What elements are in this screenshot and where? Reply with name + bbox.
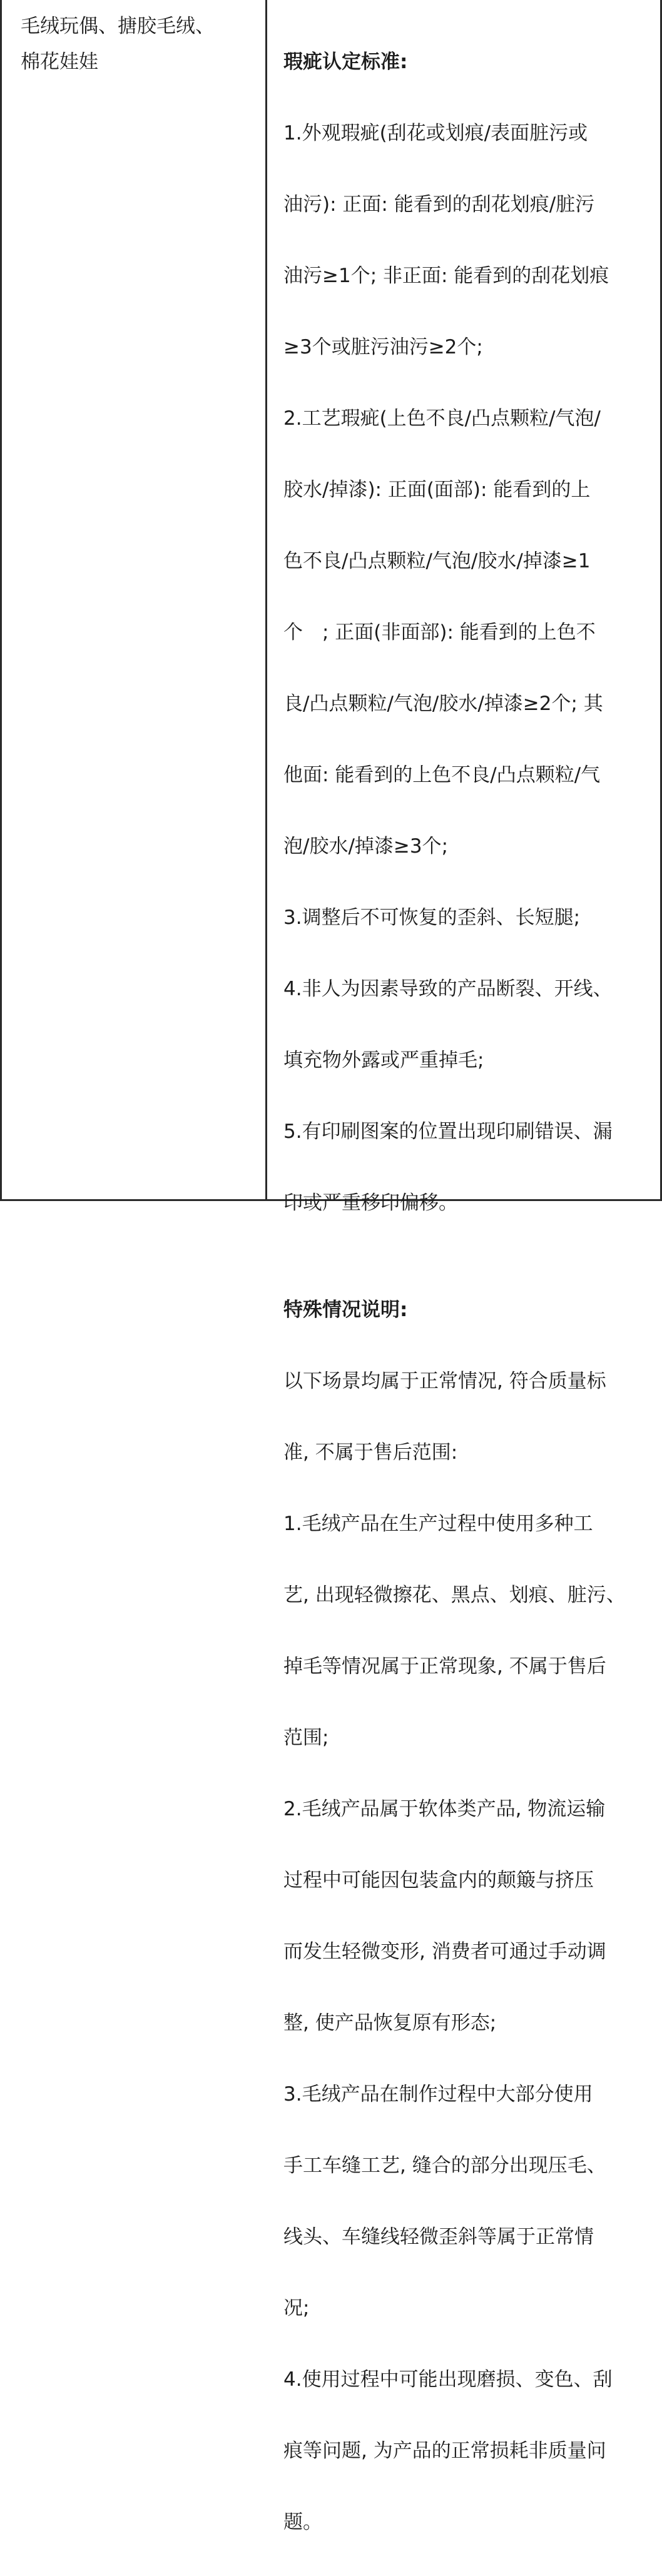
defect-line: 油污): 正面: 能看到的刮花划痕/脏污 bbox=[283, 193, 595, 216]
special-line: 过程中可能因包装盒内的颠簸与挤压 bbox=[283, 1869, 594, 1892]
special-line: 1.毛绒产品在生产过程中使用多种工 bbox=[283, 1513, 593, 1535]
special-case-heading: 特殊情况说明: bbox=[283, 1299, 408, 1321]
special-line: 3.毛绒产品在制作过程中大部分使用 bbox=[283, 2083, 593, 2106]
category-line-1: 毛绒玩偶、搪胶毛绒、 bbox=[21, 15, 215, 38]
special-line: 整, 使产品恢复原有形态; bbox=[283, 2012, 497, 2034]
defect-line: 填充物外露或严重掉毛; bbox=[283, 1049, 484, 1072]
column-divider bbox=[265, 0, 267, 1199]
defect-line: 4.非人为因素导致的产品断裂、开线、 bbox=[283, 978, 613, 1000]
defect-line: 色不良/凸点颗粒/气泡/胶水/掉漆≥1 bbox=[283, 550, 591, 572]
defect-line: 5.有印刷图案的位置出现印刷错误、漏 bbox=[283, 1120, 613, 1143]
defect-line: 油污≥1个; 非正面: 能看到的刮花划痕 bbox=[283, 265, 609, 287]
special-line: 4.使用过程中可能出现磨损、变色、刮 bbox=[283, 2368, 613, 2391]
defect-line: 他面: 能看到的上色不良/凸点颗粒/气 bbox=[283, 764, 601, 786]
special-line: 况; bbox=[283, 2297, 310, 2320]
category-line-2: 棉花娃娃 bbox=[21, 51, 98, 73]
special-line: 手工车缝工艺, 缝合的部分出现压毛、 bbox=[283, 2154, 606, 2177]
special-line: 题。 bbox=[283, 2511, 322, 2533]
special-line: 准, 不属于售后范围: bbox=[283, 1441, 458, 1464]
defect-line: 良/凸点颗粒/气泡/胶水/掉漆≥2个; 其 bbox=[283, 692, 603, 715]
special-line: 线头、车缝线轻微歪斜等属于正常情 bbox=[283, 2226, 594, 2248]
special-line: 掉毛等情况属于正常现象, 不属于售后 bbox=[283, 1655, 606, 1678]
special-line: 艺, 出现轻微擦花、黑点、划痕、脏污、 bbox=[283, 1584, 626, 1606]
defect-line: 3.调整后不可恢复的歪斜、长短腿; bbox=[283, 906, 581, 929]
category-cell bbox=[21, 9, 255, 80]
standards-cell bbox=[283, 9, 656, 2576]
defect-line: 印或严重移印偏移。 bbox=[283, 1192, 458, 1214]
defect-line: 个 ; 正面(非面部): 能看到的上色不 bbox=[283, 621, 596, 644]
defect-line: 2.工艺瑕疵(上色不良/凸点颗粒/气泡/ bbox=[283, 407, 601, 430]
defect-line: ≥3个或脏污油污≥2个; bbox=[283, 336, 483, 358]
defect-line: 胶水/掉漆): 正面(面部): 能看到的上 bbox=[283, 479, 591, 501]
special-line: 而发生轻微变形, 消费者可通过手动调 bbox=[283, 1940, 606, 1963]
defect-standard-heading: 瑕疵认定标准: bbox=[283, 51, 408, 73]
special-line: 2.毛绒产品属于软体类产品, 物流运输 bbox=[283, 1798, 606, 1820]
defect-line: 泡/胶水/掉漆≥3个; bbox=[283, 835, 449, 858]
special-line: 范围; bbox=[283, 1727, 329, 1749]
defect-line: 1.外观瑕疵(刮花或划痕/表面脏污或 bbox=[283, 122, 588, 145]
special-line: 痕等问题, 为产品的正常损耗非质量问 bbox=[283, 2440, 606, 2462]
special-line: 以下场景均属于正常情况, 符合质量标 bbox=[283, 1370, 606, 1392]
